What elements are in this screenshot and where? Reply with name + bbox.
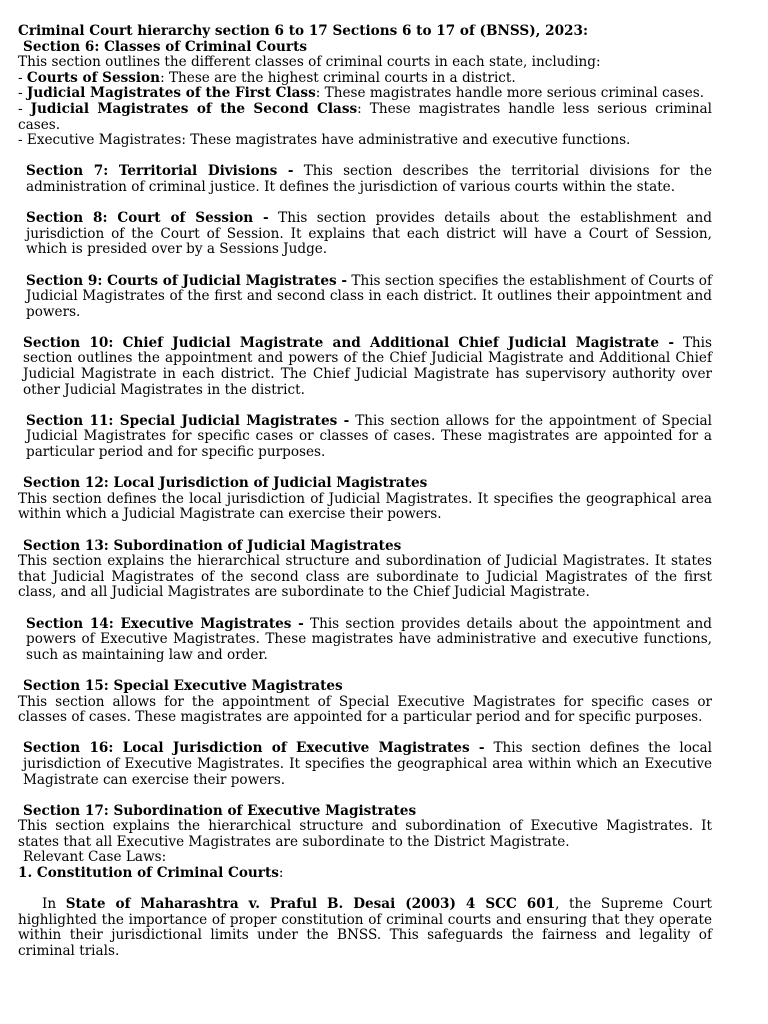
section-17-text: This section explains the hierarchical structure and subordination of Executive Magistrates. It states that all Executive Magistrates are subordinate to the District Magistrate. [18,818,712,850]
section-12-text: This section defines the local jurisdiction of Judicial Magistrates. It specifies the geographical area within which a Judicial Magistrate can exercise their powers. [18,490,712,523]
section-15-text: This section allows for the appointment of Special Executive Magistrates for specific cases or classes of cases. These magistrates are appointed for a particular period and for specific purposes. [18,693,712,726]
section-13-text: This section explains the hierarchical structure and subordination of Judicial Magistrates. It states that Judicial Magistrates of the second class are subordinate to Judicial Magistrates of the first class, and all Judicial Magistrates are subordinate to the Chief Judicial Magistrate. [18,553,712,601]
section-17-heading: Section 17: Subordination of Executive Magistrates [23,802,417,819]
section-9-heading: Section 9: Courts of Judicial Magistrates - [26,272,348,289]
section-7: Section 7: Territorial Divisions - This section describes the territorial divisions for the administration of criminal justice. It defines the jurisdiction of various courts within the state. [26,163,712,195]
section-8-heading: Section 8: Court of Session - [26,210,269,227]
section-11-heading: Section 11: Special Judicial Magistrates - [26,412,350,429]
section-6-item: - Executive Magistrates: These magistrates have administrative and executive functions. [18,132,631,149]
section-8: Section 8: Court of Session - This section provides details about the establishment and jurisdiction of the Court of Session. It explains that each district will have a Court of Session, which is presided over by a Sessions Judge. [26,210,712,258]
section-11: Section 11: Special Judicial Magistrates - This section allows for the appointment of Special Judicial Magistrates for specific cases or classes of cases. These magistrates are appointed for a particular period and for specific purposes. [26,412,712,461]
section-7-heading: Section 7: Territorial Divisions - [26,163,294,180]
section-10-heading: Section 10: Chief Judicial Magistrate and Additional Chief Judicial Magistrate - [23,334,674,351]
section-13-heading: Section 13: Subordination of Judicial Magistrates [23,537,402,554]
document-title: Criminal Court hierarchy section 6 to 17 Sections 6 to 17 of (BNSS), 2023: [18,23,588,39]
case-law-heading: 1. Constitution of Criminal Courts: [18,865,284,882]
section-6-item: - Courts of Session: These are the highest criminal courts in a district. [18,69,516,86]
case-law-paragraph: In State of Maharashtra v. Praful B. Desai (2003) 4 SCC 601, the Supreme Court highlighted the importance of proper constitution of criminal courts and ensuring that they operate within their jurisdictional limits under the BNSS. This safeguards the fairness and legality of criminal trials. [18,896,712,960]
section-14-heading: Section 14: Executive Magistrates - [26,615,304,632]
section-16-heading: Section 16: Local Jurisdiction of Executive Magistrates - [23,740,485,757]
section-6-item: - Judicial Magistrates of the Second Class: These magistrates handle less serious criminal cases. [18,100,712,133]
section-6-item: - Judicial Magistrates of the First Class: These magistrates handle more serious criminal cases. [18,85,705,102]
section-10: Section 10: Chief Judicial Magistrate and Additional Chief Judicial Magistrate - This section outlines the appointment and powers of the Chief Judicial Magistrate and Additional Chief Judicial Magistrate in each district. The Chief Judicial Magistrate has supervisory authority over other Judicial Magistrates in the district. [23,334,712,398]
case-citation: State of Maharashtra v. Praful B. Desai (2003) 4 SCC 601 [65,896,556,913]
section-6-heading: Section 6: Classes of Criminal Courts [23,38,308,55]
section-12-heading: Section 12: Local Jurisdiction of Judicial Magistrates [23,475,428,492]
section-15-heading: Section 15: Special Executive Magistrates [23,677,343,694]
section-16: Section 16: Local Jurisdiction of Executive Magistrates - This section defines the local jurisdiction of Executive Magistrates. It specifies the geographical area within which an Executive Magistrate can exercise their powers. [23,740,712,788]
case-laws-label: Relevant Case Laws: [23,849,167,866]
section-14: Section 14: Executive Magistrates - This section provides details about the appointment and powers of Executive Magistrates. These magistrates have administrative and executive functions, such as maintaining law and order. [26,615,712,663]
section-9: Section 9: Courts of Judicial Magistrates - This section specifies the establishment of Courts of Judicial Magistrates of the first and second class in each district. It outlines their appointment and powers. [26,272,712,320]
section-6-intro: This section outlines the different classes of criminal courts in each state, including: [18,54,601,71]
